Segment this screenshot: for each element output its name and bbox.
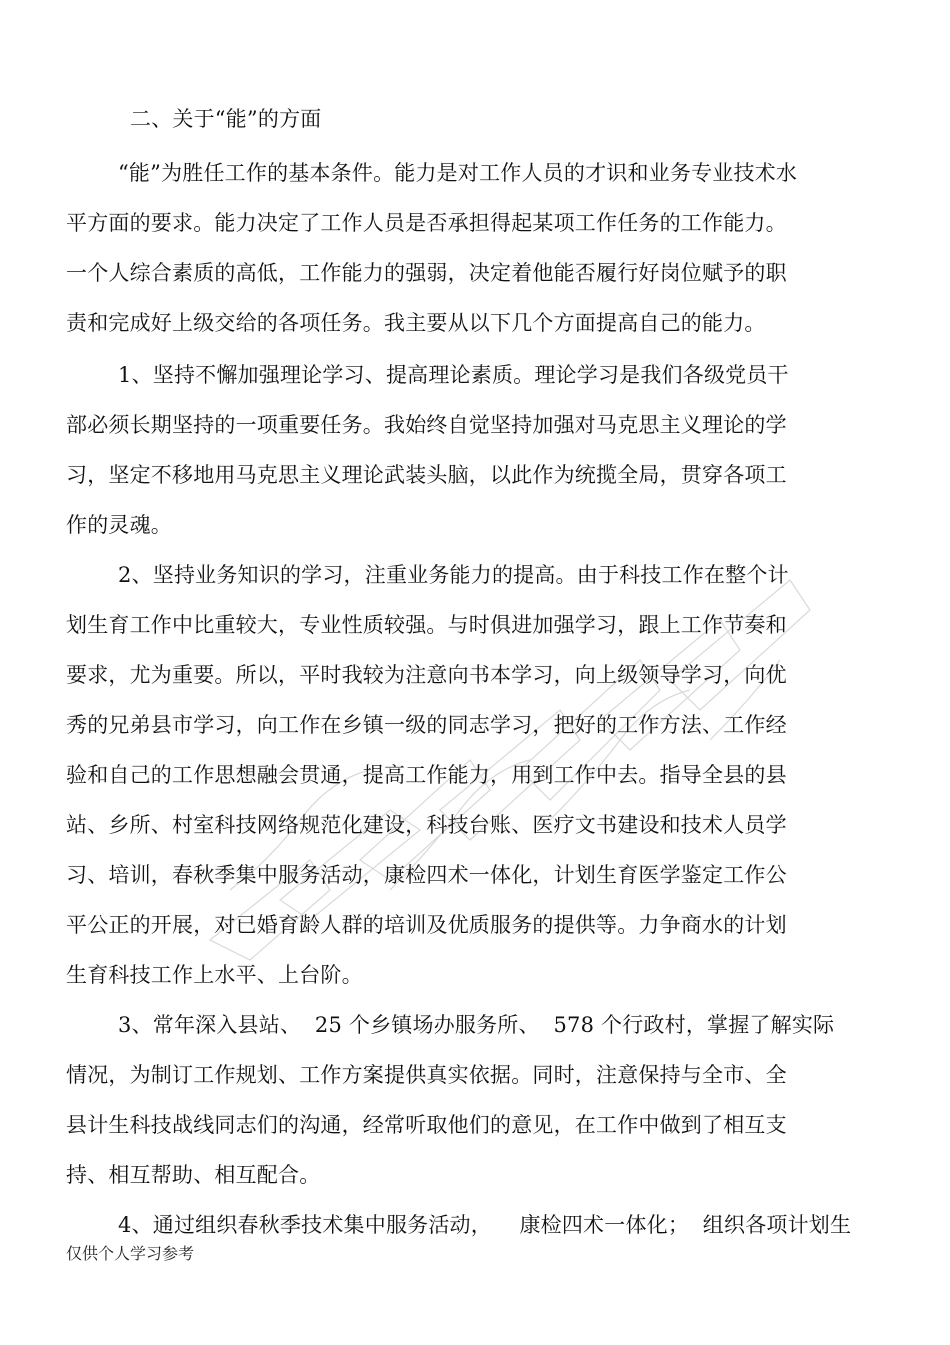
paragraph-line: 部必须长期坚持的一项重要任务。我始终自觉坚持加强对马克思主义理论的学 xyxy=(66,413,787,437)
paragraph-line: 秀的兄弟县市学习，向工作在乡镇一级的同志学习，把好的工作方法、工作经 xyxy=(66,713,787,737)
paragraph-line: 要求，尤为重要。所以，平时我较为注意向书本学习，向上级领导学习，向优 xyxy=(66,663,787,687)
paragraph-line: “能”为胜任工作的基本条件。能力是对工作人员的才识和业务专业技术水 xyxy=(118,161,798,185)
paragraph-line: 一个人综合素质的高低，工作能力的强弱，决定着他能否履行好岗位赋予的职 xyxy=(66,261,787,285)
paragraph-line: 4、通过组织春秋季技术集中服务活动， 康检四术一体化； 组织各项计划生 xyxy=(118,1213,852,1237)
paragraph-line: 情况，为制订工作规划、工作方案提供真实依据。同时，注意保持与全市、全 xyxy=(66,1063,787,1087)
paragraph-line: 生育科技工作上水平、上台阶。 xyxy=(66,963,363,987)
paragraph-line: 划生育工作中比重较大，专业性质较强。与时俱进加强学习，跟上工作节奏和 xyxy=(66,613,787,637)
paragraph-line: 习，坚定不移地用马克思主义理论武装头脑，以此作为统揽全局，贯穿各项工 xyxy=(66,463,787,487)
paragraph-line: 平公正的开展，对已婚育龄人群的培训及优质服务的提供等。力争商水的计划 xyxy=(66,913,787,937)
paragraph-line: 3、常年深入县站、 25 个乡镇场办服务所、 578 个行政村，掌握了解实际 xyxy=(118,1013,835,1037)
footer-note: 仅供个人学习参考 xyxy=(66,1244,195,1263)
paragraph-line: 县计生科技战线同志们的沟通，经常听取他们的意见，在工作中做到了相互支 xyxy=(66,1113,787,1137)
paragraph-line: 验和自己的工作思想融会贯通，提高工作能力，用到工作中去。指导全县的县 xyxy=(66,763,787,787)
paragraph-line: 平方面的要求。能力决定了工作人员是否承担得起某项工作任务的工作能力。 xyxy=(66,211,787,235)
paragraph-line: 2、坚持业务知识的学习，注重业务能力的提高。由于科技工作在整个计 xyxy=(118,563,789,587)
paragraph-line: 站、乡所、村室科技网络规范化建设，科技台账、医疗文书建设和技术人员学 xyxy=(66,813,787,837)
section-heading: 二、关于“能”的方面 xyxy=(130,107,322,131)
paragraph-line: 持、相互帮助、相互配合。 xyxy=(66,1163,321,1187)
paragraph-line: 责和完成好上级交给的各项任务。我主要从以下几个方面提高自己的能力。 xyxy=(66,311,766,335)
paragraph-line: 1、坚持不懈加强理论学习、提高理论素质。理论学习是我们各级党员干 xyxy=(118,363,789,387)
paragraph-line: 习、培训，春秋季集中服务活动，康检四术一体化，计划生育医学鉴定工作公 xyxy=(66,863,787,887)
paragraph-line: 作的灵魂。 xyxy=(66,513,172,537)
